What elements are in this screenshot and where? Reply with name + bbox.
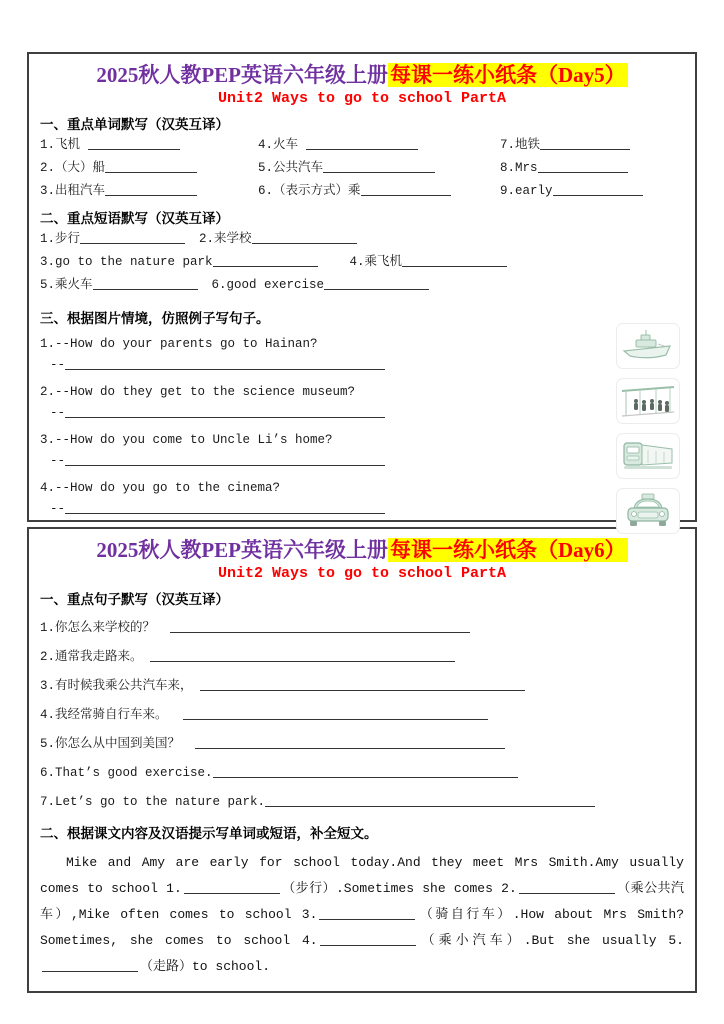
sentence-blank <box>200 678 525 691</box>
word-item <box>500 134 684 157</box>
word-label: 7.地铁 <box>500 138 541 152</box>
page <box>0 52 724 1024</box>
sentence-item <box>40 792 684 812</box>
day6-title-main: 2025秋人教PEP英语六年级上册 <box>96 538 388 562</box>
phrase-blank <box>324 277 429 290</box>
word-blank <box>323 160 435 173</box>
word-label: 9.early <box>500 184 553 198</box>
worksheet-day6-title <box>40 537 684 563</box>
day6-subtitle: Unit2 Ways to go to school PartA <box>217 565 507 582</box>
word-blank <box>553 183 643 196</box>
word-item <box>258 134 500 157</box>
day5-section2-heading: 二、重点短语默写（汉英互译） <box>40 211 229 226</box>
sentence-blank <box>170 620 470 633</box>
phrase-label: 2.来学校 <box>199 232 252 246</box>
cloze-blank-1 <box>184 881 280 894</box>
question-text: 3.--How do you come to Uncle Li’s home? <box>40 433 333 447</box>
phrase-label: 1.步行 <box>40 232 81 246</box>
word-blank <box>306 137 418 150</box>
phrase-label: 5.乘火车 <box>40 278 93 292</box>
word-label: 2.（大）船 <box>40 161 106 175</box>
day5-word-grid <box>40 134 684 203</box>
cloze-blank-2 <box>519 881 615 894</box>
phrase-blank <box>402 254 507 267</box>
question-text: 2.--How do they get to the science museum? <box>40 385 356 399</box>
taxi-image-card <box>616 488 680 534</box>
answer-line <box>40 498 612 520</box>
day5-title-highlight: 每课一练小纸条（Day5） <box>390 63 626 87</box>
answer-prefix: -- <box>50 358 66 372</box>
word-item <box>500 180 684 203</box>
sentence-item <box>40 734 684 754</box>
sentence-label: 3.有时候我乘公共汽车来， <box>40 679 193 693</box>
sentence-label: 7.Let’s go to the nature park. <box>40 795 266 809</box>
word-label: 4.火车 <box>258 138 306 152</box>
word-item <box>40 180 258 203</box>
answer-line <box>40 402 612 424</box>
word-blank <box>538 160 628 173</box>
word-label: 5.公共汽车 <box>258 161 324 175</box>
sentence-blank <box>183 707 488 720</box>
ship-image-card <box>616 323 680 369</box>
phrase-blank <box>93 277 198 290</box>
cloze-blank-5 <box>42 959 138 972</box>
word-label: 3.出租汽车 <box>40 184 106 198</box>
phrase-blank <box>252 231 357 244</box>
word-item <box>500 157 684 180</box>
day5-section3-heading: 三、根据图片情境，仿照例子写句子。 <box>40 311 270 326</box>
qa-item <box>40 382 612 424</box>
word-blank <box>105 160 197 173</box>
cloze-text: Mike and Amy are early for school today.And they meet Mrs Smith.Amy usually comes to school 1. <box>40 855 684 896</box>
day6-section2-heading: 二、根据课文内容及汉语提示写单词或短语，补全短文。 <box>40 826 378 841</box>
word-item <box>258 180 500 203</box>
phrase-label: 6.good exercise <box>211 278 325 292</box>
answer-line <box>40 354 612 376</box>
phrase-label: 4.乘飞机 <box>349 255 403 269</box>
answer-blank <box>65 501 385 514</box>
sentence-label: 4.我经常骑自行车来。 <box>40 708 168 722</box>
day5-title-main: 2025秋人教PEP英语六年级上册 <box>96 63 388 87</box>
train-icon <box>620 437 676 475</box>
cloze-text: （走路）to school. <box>140 959 271 974</box>
answer-prefix: -- <box>50 454 66 468</box>
day5-section1-heading: 一、重点单词默写（汉英互译） <box>40 117 229 132</box>
word-blank <box>105 183 197 196</box>
sentence-item <box>40 647 684 667</box>
word-item <box>40 134 258 157</box>
word-label: 1.飞机 <box>40 138 88 152</box>
question-text: 4.--How do you go to the cinema? <box>40 481 281 495</box>
subway-station-icon <box>620 382 676 420</box>
answer-prefix: -- <box>50 502 66 516</box>
day5-subtitle: Unit2 Ways to go to school PartA <box>217 90 507 107</box>
cloze-text: （步行）.Sometimes she comes 2. <box>281 881 517 896</box>
day6-title-highlight: 每课一练小纸条（Day6） <box>390 538 626 562</box>
train-image-card <box>616 433 680 479</box>
sentence-label: 1.你怎么来学校的？ <box>40 621 156 635</box>
cloze-blank-4 <box>320 933 416 946</box>
question-text: 1.--How do your parents go to Hainan? <box>40 337 318 351</box>
day5-section3 <box>40 309 684 534</box>
word-label: 6.（表示方式）乘 <box>258 184 361 198</box>
word-blank <box>540 137 630 150</box>
day5-image-column <box>612 309 684 534</box>
sentence-item <box>40 676 684 696</box>
word-item <box>258 157 500 180</box>
ship-icon <box>620 327 676 365</box>
taxi-icon <box>620 492 676 530</box>
worksheet-day6 <box>27 527 697 993</box>
word-blank <box>361 183 451 196</box>
phrase-row <box>40 274 684 297</box>
sentence-blank <box>213 765 518 778</box>
answer-prefix: -- <box>50 406 66 420</box>
answer-blank <box>65 453 385 466</box>
sentence-item <box>40 763 684 783</box>
word-label: 8.Mrs <box>500 161 538 175</box>
sentence-blank <box>195 736 505 749</box>
sentence-item <box>40 705 684 725</box>
answer-blank <box>65 357 385 370</box>
worksheet-day5-title <box>40 62 684 88</box>
word-blank <box>88 137 180 150</box>
cloze-text: （乘公共汽车）,Mike often comes to school 3. <box>40 881 684 922</box>
day5-section3-questions <box>40 309 612 534</box>
cloze-paragraph <box>40 850 684 980</box>
cloze-blank-3 <box>319 907 415 920</box>
sentence-label: 6.That’s good exercise. <box>40 766 213 780</box>
subway-image-card <box>616 378 680 424</box>
day6-section1-heading: 一、重点句子默写（汉英互译） <box>40 592 229 607</box>
word-item <box>40 157 258 180</box>
sentence-label: 5.你怎么从中国到美国？ <box>40 737 181 751</box>
phrase-label: 3.go to the nature park <box>40 255 213 269</box>
phrase-row <box>40 228 684 251</box>
sentence-blank <box>265 794 595 807</box>
worksheet-day5 <box>27 52 697 522</box>
sentence-label: 2.通常我走路来。 <box>40 650 143 664</box>
cloze-text: （骑自行车）.How about Mrs Smith? Sometimes, she comes to school 4. <box>40 907 684 948</box>
qa-item <box>40 334 612 376</box>
phrase-blank <box>80 231 185 244</box>
sentence-item <box>40 618 684 638</box>
cloze-text: （乘小汽车）.But she usually 5. <box>417 933 684 948</box>
sentence-blank <box>150 649 455 662</box>
answer-blank <box>65 405 385 418</box>
qa-item <box>40 478 612 520</box>
qa-item <box>40 430 612 472</box>
answer-line <box>40 450 612 472</box>
phrase-row <box>40 251 684 274</box>
phrase-blank <box>213 254 318 267</box>
